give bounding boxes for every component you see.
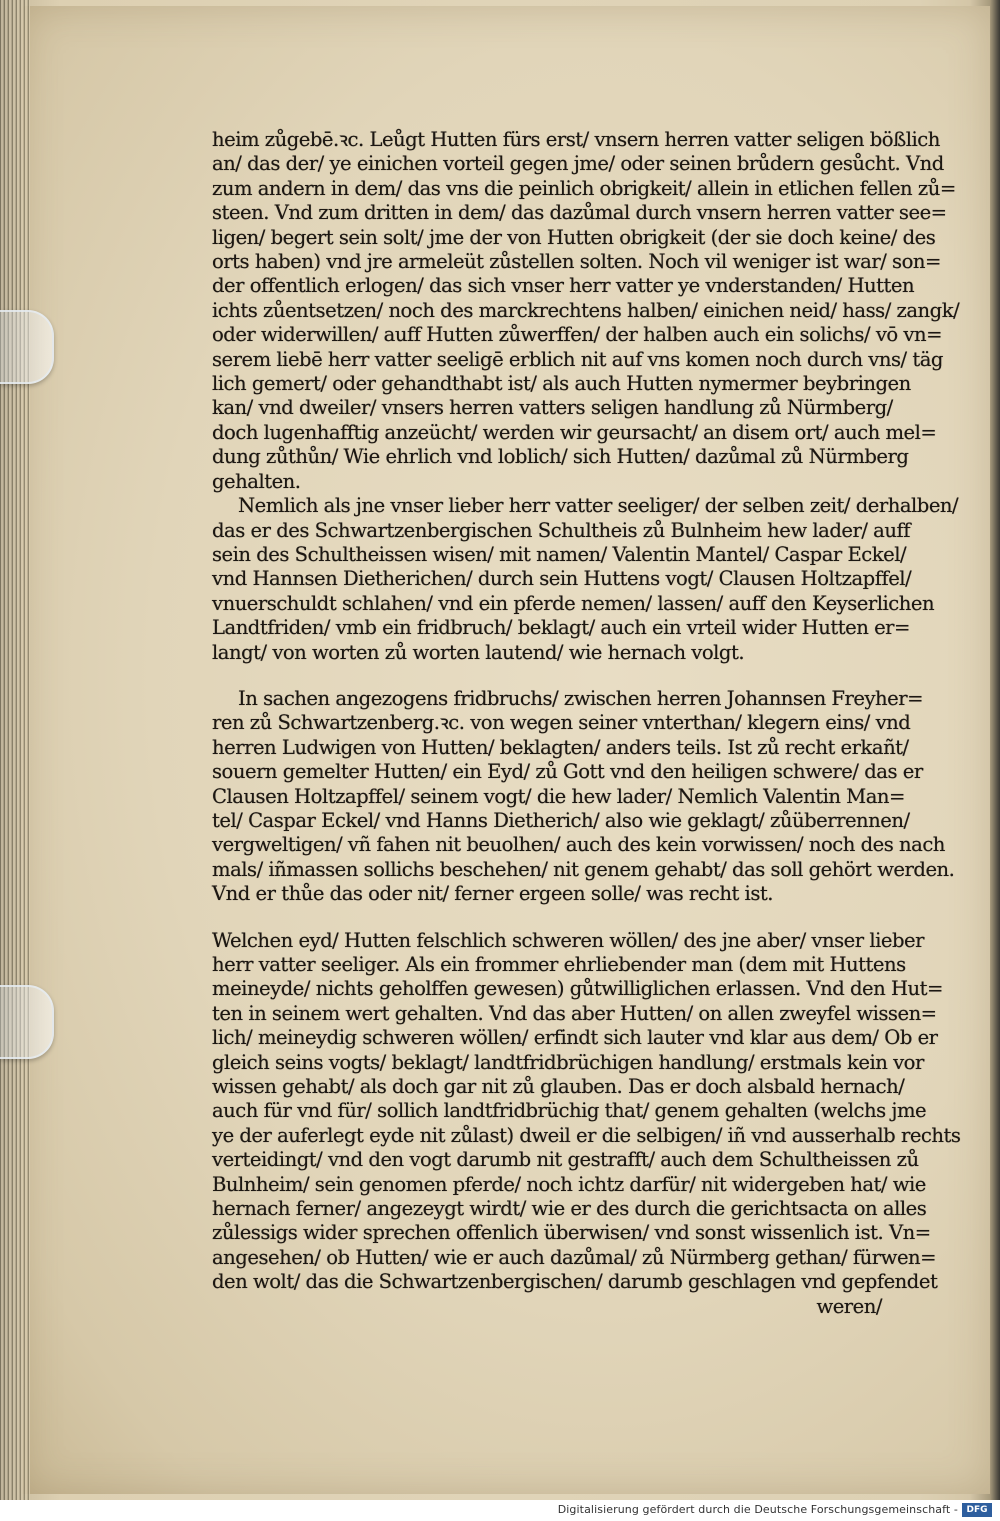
text-line: tel/ Caspar Eckel/ vnd Hanns Dietherich/ also wie geklagt/ zůüberrennen/ — [212, 808, 910, 832]
text-line: doch lugenhafftig anzeücht/ werden wir geursacht/ an disem ort/ auch mel= — [212, 420, 937, 444]
text-line: souern gemelter Hutten/ ein Eyd/ zů Gott vnd den heiligen schwere/ das er — [212, 760, 923, 784]
text-line: gleich seins vogts/ beklagt/ landtfridbrüchigen handlung/ erstmals kein vor — [212, 1050, 924, 1074]
text-line: zůlessigs wider sprechen offenlich überwisen/ vnd sonst wissenlich ist. Vn= — [212, 1221, 931, 1245]
catchword: weren/ — [816, 1294, 882, 1318]
text-line: Landtfriden/ vmb ein fridbruch/ beklagt/ auch ein vrteil wider Hutten er= — [212, 616, 910, 640]
footer-bar — [0, 1500, 1000, 1521]
paragraph-2 — [212, 494, 959, 665]
paragraph-3 — [212, 686, 955, 907]
text-line: ligen/ begert sein solt/ jme der von Hutten obrigkeit (der sie doch keine/ des — [212, 225, 936, 249]
binder-clip-top — [0, 310, 54, 384]
text-line: zum andern in dem/ das vns die peinlich obrigkeit/ allein in etlichen fellen zů= — [212, 176, 956, 200]
text-line: steen. Vnd zum dritten in dem/ das dazůmal durch vnsern herren vatter see= — [212, 201, 947, 225]
text-line: mals/ iñmassen sollichs beschehen/ nit genem gehabt/ das soll gehört werden. — [212, 857, 955, 881]
text-line: orts haben) vnd jre armeleüt zůstellen solten. Noch vil weniger ist war/ son= — [212, 250, 941, 274]
page-stack-edge — [0, 0, 30, 1500]
text-line: lich gemert/ oder gehandthabt ist/ als auch Hutten nymermer beybringen — [212, 372, 911, 396]
text-line: ichts zůentsetzen/ noch des marckrechtens halben/ einichen neid/ hass/ zangk/ — [212, 298, 960, 322]
text-line: ren zů Schwartzenberg.ꝛc. von wegen seiner vnterthan/ klegern eins/ vnd — [212, 711, 911, 735]
text-line: kan/ vnd dweiler/ vnsers herren vatters seligen handlung zů Nürmberg/ — [212, 396, 893, 420]
text-line: vnd Hannsen Dietherichen/ durch sein Huttens vogt/ Clausen Holtzapffel/ — [212, 567, 912, 591]
text-line: langt/ von worten zů worten lautend/ wie hernach volgt. — [212, 640, 745, 664]
text-line: den wolt/ das die Schwartzenbergischen/ darumb geschlagen vnd gepfendet — [212, 1270, 938, 1294]
text-line: Nemlich als jne vnser lieber herr vatter seeliger/ der selben zeit/ derhalben/ — [238, 494, 959, 518]
text-line: sein des Schultheissen wisen/ mit namen/ Valentin Mantel/ Caspar Eckel/ — [212, 542, 907, 566]
paragraph-4 — [212, 928, 961, 1295]
text-line: dung zůthůn/ Wie ehrlich vnd loblich/ sich Hutten/ dazůmal zů Nürmberg — [212, 445, 909, 469]
text-line: Clausen Holtzapffel/ seinem vogt/ die hew lader/ Nemlich Valentin Man= — [212, 784, 905, 808]
text-line: vergweltigen/ vñ fahen nit beuolhen/ auch des kein vorwissen/ noch des nach — [212, 833, 945, 857]
paragraph-1 — [212, 128, 960, 494]
text-line: verteidingt/ vnd den vogt darumb nit gestrafft/ auch dem Schultheissen zů — [212, 1148, 919, 1172]
dfg-logo: DFG — [962, 1503, 992, 1517]
text-line: herren Ludwigen von Hutten/ beklagten/ anders teils. Ist zů recht erkañt/ — [212, 735, 909, 759]
text-line: das er des Schwartzenbergischen Schultheis zů Bulnheim hew lader/ auff — [212, 518, 910, 542]
text-line: der offentlich erlogen/ das sich vnser herr vatter ye vnderstanden/ Hutten — [212, 274, 915, 298]
binder-clip-bottom — [0, 985, 54, 1059]
text-line: gehalten. — [212, 469, 301, 493]
text-line: meineyde/ nichts geholffen gewesen) gůtwilliglichen erlassen. Vnd den Hut= — [212, 977, 943, 1001]
text-line: hernach ferner/ angezeygt wirdt/ wie er des durch die gerichtsacta on alles — [212, 1197, 927, 1221]
text-line: Bulnheim/ sein genomen pferde/ noch ichtz darfür/ nit widergeben hat/ wie — [212, 1172, 926, 1196]
text-line: auch für vnd für/ sollich landtfridbrüchig that/ genem gehalten (welchs jme — [212, 1099, 927, 1123]
text-line: Welchen eyd/ Hutten felschlich schweren wöllen/ des jne aber/ vnser lieber — [212, 928, 924, 952]
text-line: Vnd er thůe das oder nit/ ferner ergeen solle/ was recht ist. — [212, 882, 773, 906]
footer-credit: Digitalisierung gefördert durch die Deutsche Forschungsgemeinschaft - — [557, 1503, 958, 1516]
text-line: lich/ meineydig schweren wöllen/ erfindt sich lauter vnd klar aus dem/ Ob er — [212, 1026, 938, 1050]
text-line: serem liebē herr vatter seeligē erblich nit auf vns komen noch durch vns/ täg — [212, 347, 943, 371]
text-line: ye der auferlegt eyde nit zůlast) dweil er die selbigen/ iñ vnd ausserhalb rechts — [212, 1123, 961, 1147]
text-line: In sachen angezogens fridbruchs/ zwischen herren Johannsen Freyher= — [238, 686, 924, 710]
text-line: heim zůgebē.ꝛc. Leůgt Hutten fürs erst/ vnsern herren vatter seligen bößlich — [212, 128, 940, 151]
text-line: herr vatter seeliger. Als ein frommer ehrliebender man (dem mit Huttens — [212, 953, 906, 976]
document-text — [212, 128, 961, 1319]
text-line: ten in seinem wert gehalten. Vnd das aber Hutten/ on allen zweyfel wissen= — [212, 1001, 937, 1025]
text-line: wissen gehabt/ als doch gar nit zů glauben. Das er doch alsbald hernach/ — [212, 1075, 905, 1099]
text-line: angesehen/ ob Hutten/ wie er auch dazůmal/ zů Nürmberg gethan/ fürwen= — [212, 1245, 937, 1269]
text-line: an/ das der/ ye einichen vorteil gegen jme/ oder seinen brůdern gesůcht. Vnd — [212, 152, 944, 176]
text-line: oder widerwillen/ auff Hutten zůwerffen/ der halben auch ein solichs/ vō vn= — [212, 323, 943, 347]
text-line: vnuerschuldt schlahen/ vnd ein pferde nemen/ lassen/ auff den Keyserlichen — [212, 591, 935, 615]
